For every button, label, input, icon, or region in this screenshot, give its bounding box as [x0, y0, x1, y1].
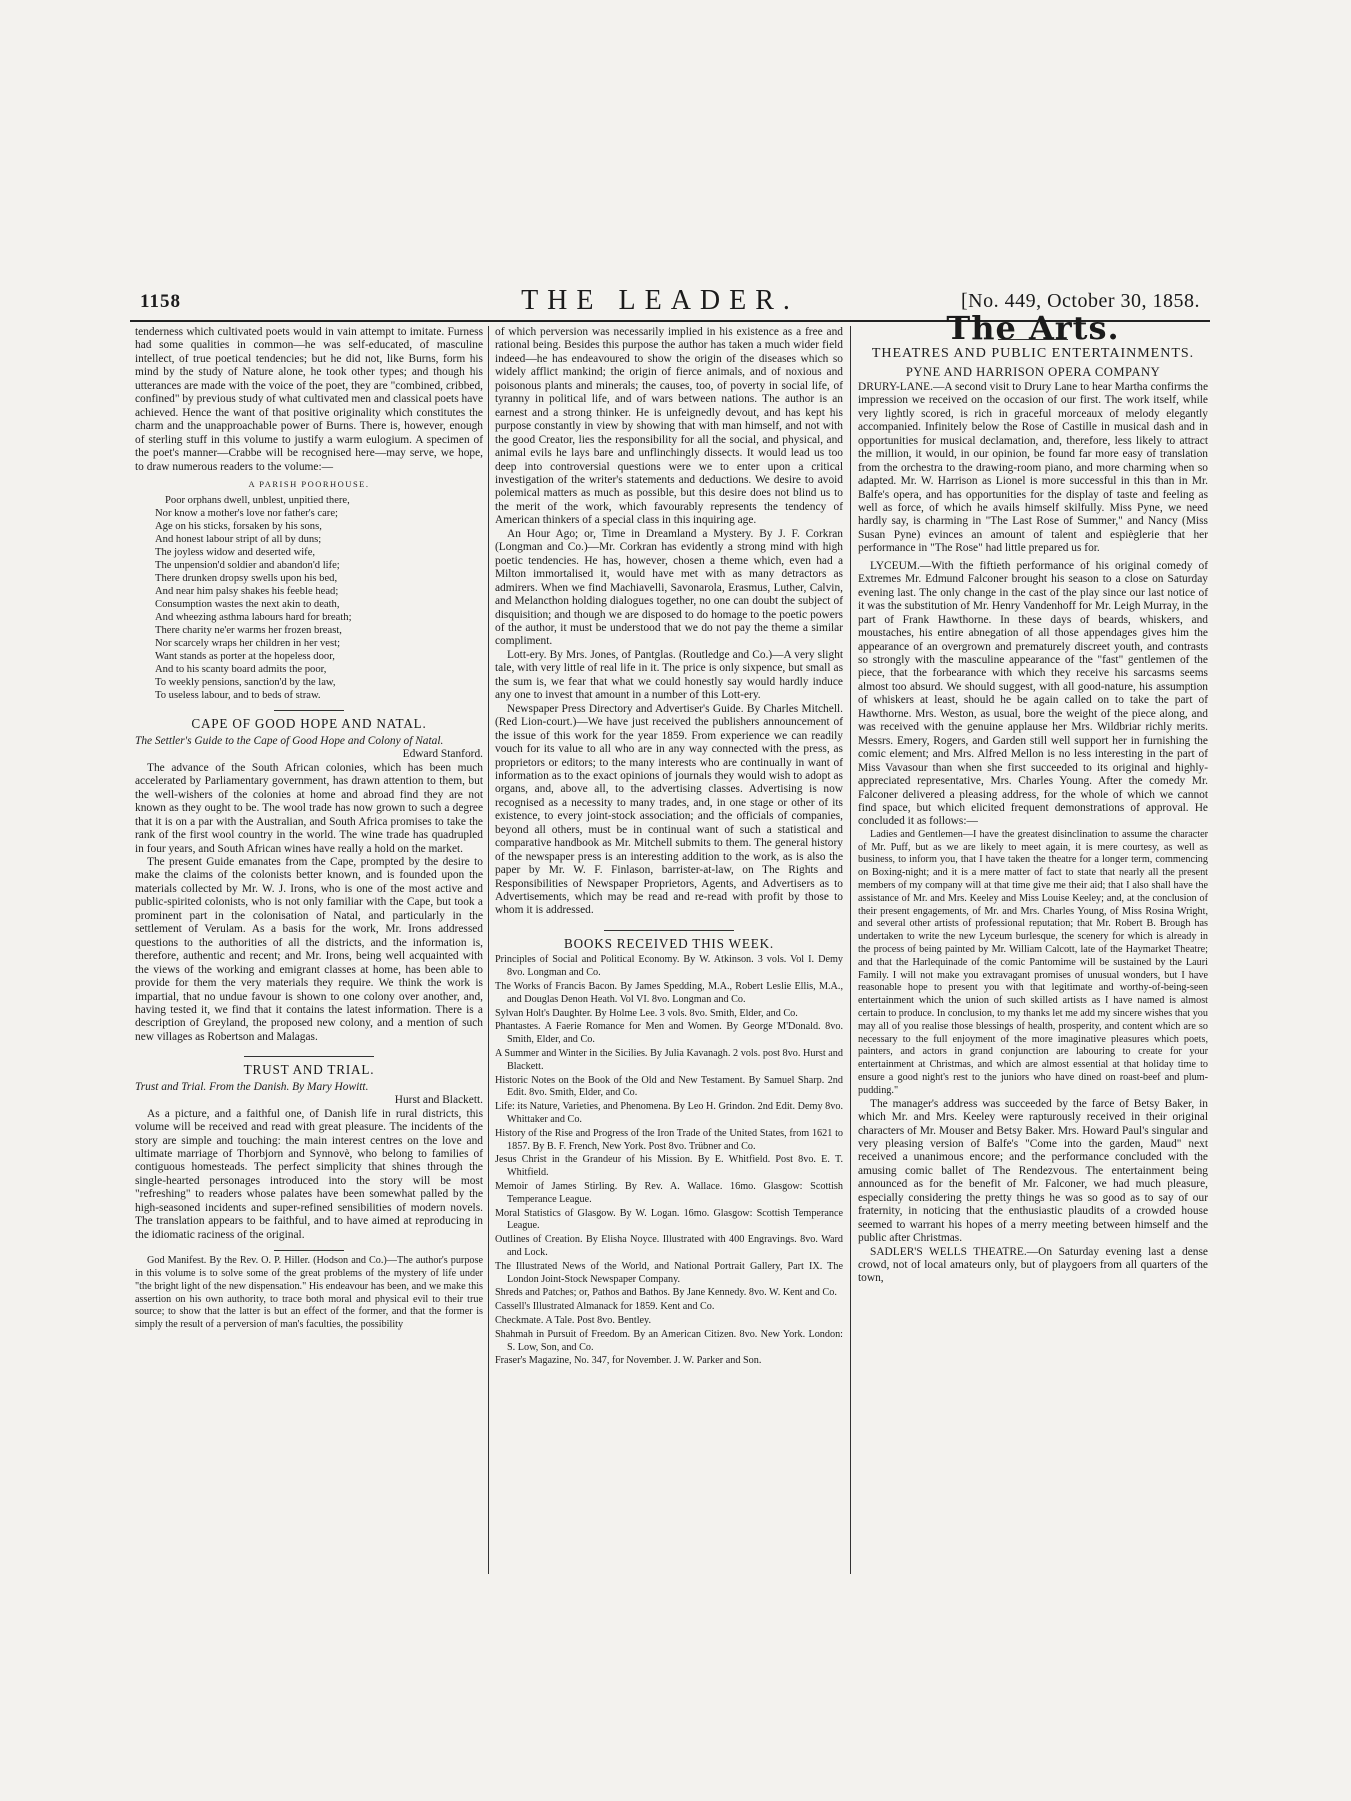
book-entry: Cassell's Illustrated Almanack for 1859. Kent and Co. — [495, 1301, 715, 1313]
book-entry: Sylvan Holt's Daughter. By Holme Lee. 3 vols. 8vo. Smith, Elder, and Co. — [495, 1007, 798, 1019]
section-divider — [604, 930, 734, 931]
furness-review-text: tenderness which cultivated poets would in vain attempt to imitate. Furness had some qualities in common—he was self-educated, of masculine intellect, of true poetical tendencies; but he did not, like Burns, form his mind by the study of Nature alone, he took other types; and though his utterances are made with the voice of the poet, they are "combined, cribbed, confined" by previous study of what cultivated men and classical poets have achieved. Hence the want of that positive originality which constitutes the charm and the unapproachable power of Burns. There is, however, enough of sterling stuff in this volume to justify a warm eulogium. A specimen of the poet's manner—Crabbe will be recognised here—may serve, we hope, to draw numerous readers to the volume:— — [135, 326, 483, 473]
poem-line: Nor know a mother's love nor father's care; — [155, 508, 338, 520]
column-3 — [858, 309, 1208, 1286]
column-2 — [495, 326, 843, 1369]
book-entry: Shahmah in Pursuit of Freedom. By an American Citizen. 8vo. New York. London: S. Low, Son, and Co. — [495, 1328, 843, 1353]
column-divider-2 — [850, 326, 851, 1574]
pyne-heading: PYNE AND HARRISON OPERA COMPANY — [905, 365, 1161, 380]
book-entry: Shreds and Patches; or, Pathos and Bathos. By Jane Kennedy. 8vo. W. Kent and Co. — [495, 1287, 837, 1299]
poem-line: Nor scarcely wraps her children in her vest; — [155, 638, 341, 650]
falconer-address: Ladies and Gentlemen—I have the greatest disinclination to assume the character of Mr. Puff, but as we are likely to meet again, it is mere courtesy, as well as business, to inform you, that I have taken the theatre for a longer term, commencing on Boxing-night; and it is a mere matter of fact to state that nearly all the present members of my company will at that time give me their aid; that I also shall have the assistance of Mr. and Mrs. Keeley and Miss Louise Keeley; and, at the conclusion of their present engagements, of Mr. and Mrs. Charles Young, of Miss Rosina Wright, and several other artists of professional reputation; that Mr. Robert B. Brough has undertaken to write the new Lyceum burlesque, the scenery for which is already in the process of being painted by Mr. William Calcott, late of the Haymarket Theatre; and that the Harlequinade of the comic Pantomime will be sustained by the Lauri Family. I will not make you extravagant promises of unusual wonders, but I have reasonable hope to present you with that legitimate and worthy-of-being-seen entertainment which the union of such skilled artists as I have named is almost certain to produce. In conclusion, to my thanks let me add my sincere wishes that you may all of you realise those blessings of health, prosperity, and content which are so necessary to the full enjoyment of the more imaginative pleasures which poets, painters, and actors in grand conjunction are labouring to create for your entertainment at Christmas, and which are almost essential at that holiday time to ensure a good night's rest to the juniors who have dined on roast-beef and plum-pudding." — [858, 828, 1208, 1096]
hour-ago-review: An Hour Ago; or, Time in Dreamland a Mystery. By J. F. Corkran (Longman and Co.)—Mr. Corkran has evidently a strong mind with high poetic tendencies. He has, however, chosen a theme which, even had a Milton immortalised it, would have met with as many detractors as admirers. When we find Machiavelli, Savonarola, Erasmus, Luther, Calvin, and Melancthon holding dialogues together, no one can doubt the subject of disquisition; and though we are disposed to do homage to the poetic powers of the author, it must be understood that we do not pay the theme a similar compliment. — [495, 527, 843, 648]
poem-line: And honest labour stript of all by duns; — [155, 534, 322, 546]
poem-line: The unpension'd soldier and abandon'd life; — [155, 560, 340, 572]
cape-paragraph: The advance of the South African colonies, which has been much accelerated by Parliamentary government, has drawn attention to them, but the well-wishers of the colonies at home and abroad find they are not known as they ought to be. The wool trade has now grown to such a degree that it is on a par with the Australian, and South Africa promises to take the rank of the first wool country in the world. The wine trade has quadrupled in four years, and South African wines have really a hold on the market. — [135, 761, 483, 855]
book-entry: Fraser's Magazine, No. 347, for November. J. W. Parker and Son. — [495, 1355, 762, 1367]
section-divider — [274, 1250, 344, 1251]
poem-line: And to his scanty board admits the poor, — [155, 664, 327, 676]
arts-section-title: The Arts. — [946, 309, 1120, 347]
book-entry: Principles of Social and Political Economy. By W. Atkinson. 3 vols. Vol I. Demy 8vo. Longman and Co. — [495, 954, 843, 979]
poem-line: And near him palsy shakes his feeble head; — [155, 586, 339, 598]
book-entry: History of the Rise and Progress of the Iron Trade of the United States, from 1621 to 1857. By B. F. French, New York. Post 8vo. Trübner and Co. — [495, 1127, 843, 1152]
book-entry: Checkmate. A Tale. Post 8vo. Bentley. — [495, 1314, 652, 1326]
cape-source: The Settler's Guide to the Cape of Good Hope and Colony of Natal. — [135, 734, 444, 747]
poem-line: There drunken dropsy swells upon his bed, — [155, 573, 338, 585]
poem-line: There charity ne'er warms her frozen breast, — [155, 625, 342, 637]
book-entry: A Summer and Winter in the Sicilies. By Julia Kavanagh. 2 vols. post 8vo. Hurst and Blackett. — [495, 1047, 843, 1072]
lottery-review: Lott-ery. By Mrs. Jones, of Pantglas. (Routledge and Co.)—A very slight tale, with very little of real life in it. The price is only sixpence, but small as the sum is, we fear that what we could honestly say would hardly induce any one to invest that amount in a number of this Lott-ery. — [495, 648, 843, 702]
poem-line: And wheezing asthma labours hard for breath; — [155, 612, 352, 624]
poem-title: A PARISH POORHOUSE. — [248, 478, 370, 489]
trust-source: Trust and Trial. From the Danish. By Mary Howitt. — [135, 1080, 369, 1093]
drury-lane-review: DRURY-LANE.—A second visit to Drury Lane to hear Martha confirms the impression we received on the occasion of our first. The work itself, while very lightly scored, is rich in graceful morceaux of melody elegantly accompanied. Infinitely below the Rose of Castille in musical dash and in opportunities for musical declamation, and, therefore, less likely to attract the million, it would, in our opinion, be found far more easy of translation from the orchestra to the drawing-room piano, and more charming when so adapted. Mr. W. Harrison as Lionel is more successful in this than in Mr. Balfe's opera, and has opportunities for the display of taste and feeling as well as force, of which he avails himself skilfully. Miss Pyne, we need hardly say, is charming in "The Last Rose of Summer," and Nancy (Miss Susan Pyne) evinces an amount of talent and espièglerie that her performance in "The Rose" had little prepared us for. — [858, 380, 1208, 555]
sadlers-wells-review: SADLER'S WELLS THEATRE.—On Saturday evening last a dense crowd, not of local amateurs only, but of playgoers from all quarters of the town, — [858, 1245, 1208, 1285]
theatres-heading: THEATRES AND PUBLIC ENTERTAINMENTS. — [871, 346, 1195, 362]
books-heading: BOOKS RECEIVED THIS WEEK. — [564, 935, 774, 951]
section-divider — [274, 710, 344, 711]
trust-publisher: Hurst and Blackett. — [394, 1094, 483, 1107]
book-entry: Memoir of James Stirling. By Rev. A. Wallace. 16mo. Glasgow: Scottish Temperance League. — [495, 1180, 843, 1205]
page-number: 1158 — [140, 291, 181, 312]
lyceum-review: LYCEUM.—With the fiftieth performance of his original comedy of Extremes Mr. Edmund Falconer brought his season to a close on Saturday evening last. The only change in the cast of the play since our last notice of it was the substitution of Mr. Henry Vandenhoff for Mr. Leigh Murray, in the part of Frank Hawthorne. In these days of beards, whiskers, and moustaches, his entire abnegation of all those appendages gives him the appearance of an overgrown and prematurely discreet youth, and contrasts so strongly with the masculine appearance of the "fast" gentlemen of the piece, that the forbearance with which they receive his sarcasms seems almost too absurd. We should suggest, with all good-nature, his assumption of whiskers at least, should he be again called on to take the part of Hawthorne. Mrs. Weston, as usual, bore the weight of the piece along, and was received with the genuine applause her Mrs. Wildbriar richly merits. Messrs. Emery, Rogers, and Garden still well support her in furnishing the comic element; and Mrs. Alfred Mellon is no less interesting in the part of Miss Vavasour than when she first succeeded to its original and highly-appreciated representative, Mrs. Charles Young. After the comedy Mr. Falconer delivered a pleasing address, for the whole of which we cannot find space, but which elicited frequent demonstrations of approval. He concluded it as follows:— — [858, 559, 1208, 828]
poem-line: To useless labour, and to beds of straw. — [155, 690, 321, 702]
poem — [155, 494, 483, 702]
god-manifest-continued: of which perversion was necessarily implied in his existence as a free and rational being. Besides this purpose the author has taken a much wider field indeed—he has endeavoured to show the origin of the diseases which so widely afflict mankind; the origin of fierce animals, and of noxious and poisonous plants and minerals; the causes, too, of poverty in social life, of tyranny in political life, and of wars between nations. The author is an earnest and a strong thinker. He is unfeignedly devout, and has kept his purpose constantly in view by showing that with man himself, and not with the good Creator, lies the responsibility for all the social, and physical, and animal evils he lays bare and unflinchingly dissects. It would lead us too deep into controversial questions were we to enter upon a critical investigation of the writer's statements and deductions. We desire to avoid polemical matters as much as possible, but this desire does not blind us to the merit of the work, which favourably represents the tendency of American thinkers of a special class in this inquiring age. — [495, 326, 843, 527]
book-entry: Jesus Christ in the Grandeur of his Mission. By E. Whitfield. Post 8vo. E. T. Whitfield. — [495, 1154, 843, 1179]
book-entry: Outlines of Creation. By Elisha Noyce. Illustrated with 400 Engravings. 8vo. Ward and Lock. — [495, 1234, 843, 1258]
god-manifest-review: God Manifest. By the Rev. O. P. Hiller. (Hodson and Co.)—The author's purpose in this volume is to solve some of the great problems of the mystery of life under "the bright light of the new dispensation." His endeavour has been, and we make this assertion on his own authority, to trace both moral and physical evil to their true source; to show that the latter is but an effect of the former, and that the former is simply the result of a perversion of man's faculties, the possibility — [135, 1255, 483, 1331]
section-divider — [244, 1056, 374, 1057]
book-entry: Moral Statistics of Glasgow. By W. Logan. 16mo. Glasgow: Scottish Temperance League. — [495, 1207, 843, 1232]
lyceum-review-continued: The manager's address was succeeded by the farce of Betsy Baker, in which Mr. and Mrs. Keeley were rapturously received in their original characters of Mr. Mouser and Betsy Baker. Mrs. Howard Paul's singular and very pleasing version of Balfe's "Come into the garden, Maud" next received a unanimous encore; and the performance concluded with the amusing comic ballet of The Rendezvous. The entertainment being announced as for the benefit of Mr. Falconer, we had much pleasure, especially considering the pretty things he was so good as to say of our fraternity, in noticing that the enthusiastic plaudits of a crowded house seemed to warrant his hopes of a merry meeting between himself and the public after Christmas. — [858, 1097, 1208, 1245]
book-entry: The Illustrated News of the World, and National Portrait Gallery, Part IX. The London Joint-Stock Newspaper Company. — [495, 1260, 843, 1285]
poem-line: To weekly pensions, sanction'd by the law, — [155, 677, 336, 689]
book-entry: The Works of Francis Bacon. By James Spedding, M.A., Robert Leslie Ellis, M.A., and Douglas Denon Heath. Vol VI. 8vo. Longman and Co. — [495, 980, 843, 1005]
cape-heading: CAPE OF GOOD HOPE AND NATAL. — [191, 716, 427, 732]
trust-heading: TRUST AND TRIAL. — [243, 1062, 375, 1078]
poem-line: Age on his sticks, forsaken by his sons, — [155, 521, 322, 533]
issue-date: [No. 449, October 30, 1858. — [960, 290, 1200, 312]
books-list — [495, 954, 843, 1368]
column-1 — [135, 326, 483, 1332]
newspaper-title: THE LEADER. — [521, 285, 799, 316]
column-divider-1 — [488, 326, 489, 1574]
poem-line: Want stands as porter at the hopeless door, — [155, 651, 335, 663]
book-entry: Life: its Nature, Varieties, and Phenomena. By Leo H. Grindon. 2nd Edit. Demy 8vo. Whittaker and Co. — [495, 1101, 843, 1125]
press-directory-review: Newspaper Press Directory and Advertiser's Guide. By Charles Mitchell. (Red Lion-court.)—We have just received the publishers announcement of the issue of this work for the year 1859. From experience we can readily vouch for its value to all who are in any way connected with the press, as proprietors or editors; to the many interests who are continually in want of information as to the exact opinions of journals they would wish to adopt as organs, and, above all, to the advertising classes. Advertising is now recognised as a necessity to many trades, and, in one stage or other of its existence, to every joint-stock association; and the officials of companies, beyond all others, must be in continual want of such a statistical and comparative handbook as Mr. Mitchell submits to them. The general history of the newspaper press is an interesting addition to the work, as is also the paper by Mr. W. F. Finlason, barrister-at-law, on The Rights and Responsibilities of Newspaper Proprietors, Agents, and Advertisers as to Advertisements, which may be read and re-read with profit by those to whom it is addressed. — [495, 702, 843, 917]
book-entry: Historic Notes on the Book of the Old and New Testament. By Samuel Sharp. 2nd Edit. 8vo. Smith, Elder, and Co. — [495, 1074, 843, 1099]
book-entry: Phantastes. A Faerie Romance for Men and Women. By George M'Donald. 8vo. Smith, Elder, and Co. — [495, 1021, 843, 1046]
cape-paragraph: The present Guide emanates from the Cape, prompted by the desire to make the claims of the colonists better known, and is founded upon the materials collected by Mr. W. J. Irons, who is one of the most active and public-spirited colonists, who is not only familiar with the Cape, but took a prominent part in the colonisation of Natal, and particularly in the settlement of Verulam. As a basis for the work, Mr. Irons addressed questions to the authorities of all the districts, and the information is, therefore, authentic and recent; and Mr. Irons, being well acquainted with the views of the working and emigrant classes at home, has been able to provide for them the very materials they require. We think the work is impartial, that no undue favour is shown to one colony over another, and, having tested it, we find that it contains the latest information. There is a description of Greyland, the proposed new colony, and a mention of such new villages as Robertson and Malagas. — [135, 855, 483, 1043]
cape-publisher: Edward Stanford. — [402, 748, 483, 761]
poem-line: Consumption wastes the next akin to death, — [155, 599, 340, 611]
trust-paragraph: As a picture, and a faithful one, of Danish life in rural districts, this volume will be received and read with great pleasure. The incidents of the story are simple and touching: the main interest centres on the love and ultimate marriage of Thorbjorn and Synnovè, who belong to families of contiguous homesteads. The perfect simplicity that shines through the single-hearted personages introduced into the story will be most "refreshing" to readers whose palates have been somewhat palled by the high-seasoned incidents and super-refined sensibilities of modern novels. The translation appears to be faithful, and to have aimed at reproducing in the idiomatic raciness of the original. — [135, 1107, 483, 1241]
poem-line: Poor orphans dwell, unblest, unpitied there, — [165, 495, 350, 507]
poem-line: The joyless widow and deserted wife, — [155, 547, 316, 559]
